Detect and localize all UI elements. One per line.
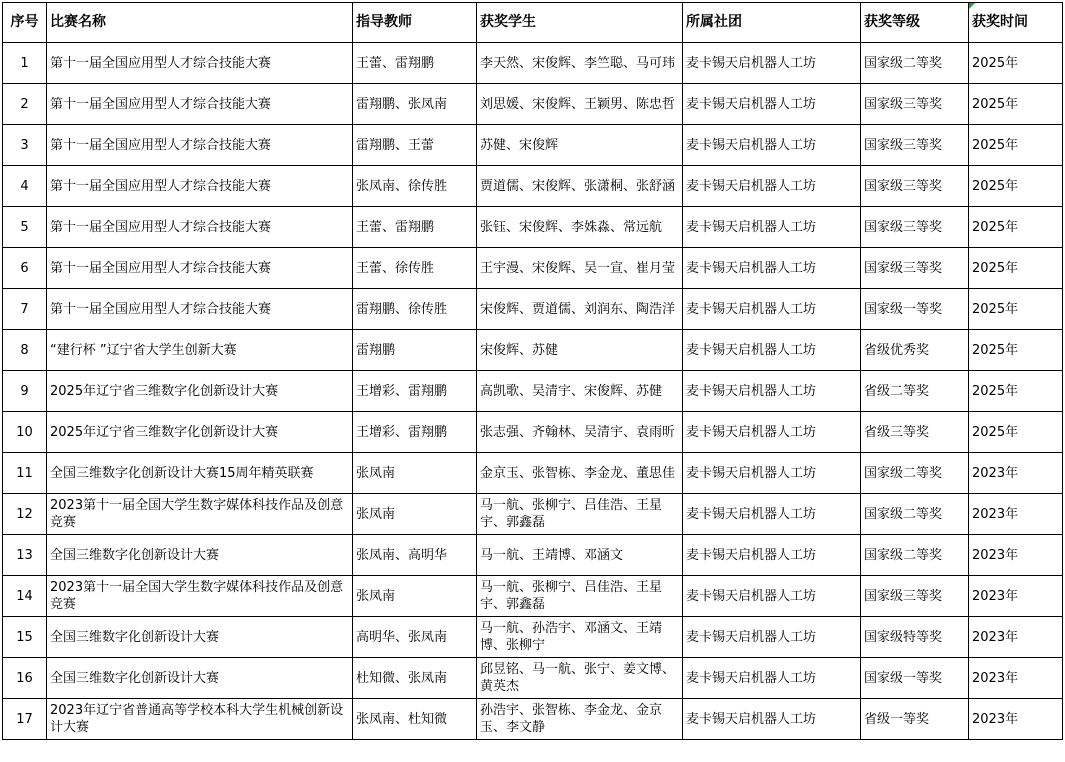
cell-club: 麦卡锡天启机器人工坊 <box>683 453 861 494</box>
cell-time: 2023年 <box>969 617 1063 658</box>
cell-teacher: 王增彩、雷翔鹏 <box>353 371 477 412</box>
cell-time: 2023年 <box>969 535 1063 576</box>
cell-index: 11 <box>3 453 47 494</box>
cell-level: 国家级三等奖 <box>861 207 969 248</box>
cell-index: 15 <box>3 617 47 658</box>
table-row <box>3 166 1063 207</box>
cell-club: 麦卡锡天启机器人工坊 <box>683 248 861 289</box>
cell-competition: 第十一届全国应用型人才综合技能大赛 <box>47 43 353 84</box>
table-row <box>3 84 1063 125</box>
cell-teacher: 王增彩、雷翔鹏 <box>353 412 477 453</box>
cell-index: 17 <box>3 699 47 740</box>
cell-students: 宋俊辉、苏健 <box>477 330 683 371</box>
cell-level: 省级二等奖 <box>861 371 969 412</box>
table-row <box>3 330 1063 371</box>
cell-competition: 2023第十一届全国大学生数字媒体科技作品及创意竞赛 <box>47 576 353 617</box>
cell-index: 2 <box>3 84 47 125</box>
cell-students: 马一航、张柳宁、吕佳浩、王星宇、郭鑫磊 <box>477 494 683 535</box>
cell-competition: 2025年辽宁省三维数字化创新设计大赛 <box>47 371 353 412</box>
cell-teacher: 张凤南 <box>353 494 477 535</box>
cell-time: 2023年 <box>969 658 1063 699</box>
cell-time: 2025年 <box>969 371 1063 412</box>
cell-time: 2023年 <box>969 699 1063 740</box>
cell-level: 国家级二等奖 <box>861 535 969 576</box>
cell-level: 国家级三等奖 <box>861 84 969 125</box>
cell-level: 国家级一等奖 <box>861 289 969 330</box>
cell-students: 苏健、宋俊辉 <box>477 125 683 166</box>
cell-index: 16 <box>3 658 47 699</box>
cell-club: 麦卡锡天启机器人工坊 <box>683 289 861 330</box>
cell-club: 麦卡锡天启机器人工坊 <box>683 412 861 453</box>
awards-table <box>2 2 1063 740</box>
table-row <box>3 535 1063 576</box>
cell-level: 国家级三等奖 <box>861 166 969 207</box>
cell-students: 刘思媛、宋俊辉、王颖男、陈忠哲 <box>477 84 683 125</box>
cell-competition: 第十一届全国应用型人才综合技能大赛 <box>47 289 353 330</box>
table-row <box>3 125 1063 166</box>
cell-level: 国家级三等奖 <box>861 248 969 289</box>
cell-level: 国家级三等奖 <box>861 576 969 617</box>
cell-competition: 第十一届全国应用型人才综合技能大赛 <box>47 166 353 207</box>
cell-club: 麦卡锡天启机器人工坊 <box>683 699 861 740</box>
cell-club: 麦卡锡天启机器人工坊 <box>683 207 861 248</box>
cell-time: 2025年 <box>969 412 1063 453</box>
cell-level: 省级一等奖 <box>861 699 969 740</box>
table-row <box>3 699 1063 740</box>
cell-time: 2025年 <box>969 289 1063 330</box>
cell-students: 宋俊辉、贾道儒、刘润东、陶浩洋 <box>477 289 683 330</box>
cell-students: 贾道儒、宋俊辉、张潇桐、张舒涵 <box>477 166 683 207</box>
cell-students: 高凯歌、吴清宇、宋俊辉、苏健 <box>477 371 683 412</box>
cell-level: 国家级二等奖 <box>861 43 969 84</box>
cell-competition: 2025年辽宁省三维数字化创新设计大赛 <box>47 412 353 453</box>
header-row <box>3 3 1063 43</box>
cell-teacher: 雷翔鹏 <box>353 330 477 371</box>
cell-competition: 第十一届全国应用型人才综合技能大赛 <box>47 248 353 289</box>
cell-competition: 第十一届全国应用型人才综合技能大赛 <box>47 84 353 125</box>
cell-level: 国家级一等奖 <box>861 658 969 699</box>
table-row <box>3 248 1063 289</box>
cell-teacher: 雷翔鹏、王蕾 <box>353 125 477 166</box>
table-row <box>3 494 1063 535</box>
cell-teacher: 王蕾、雷翔鹏 <box>353 43 477 84</box>
header-teacher: 指导教师 <box>353 3 477 43</box>
cell-index: 9 <box>3 371 47 412</box>
cell-index: 12 <box>3 494 47 535</box>
cell-teacher: 王蕾、徐传胜 <box>353 248 477 289</box>
cell-teacher: 张凤南 <box>353 453 477 494</box>
table-row <box>3 207 1063 248</box>
cell-competition: 全国三维数字化创新设计大赛 <box>47 658 353 699</box>
cell-competition: 2023第十一届全国大学生数字媒体科技作品及创意竞赛 <box>47 494 353 535</box>
table-row <box>3 371 1063 412</box>
cell-club: 麦卡锡天启机器人工坊 <box>683 494 861 535</box>
cell-level: 国家级二等奖 <box>861 494 969 535</box>
cell-students: 马一航、孙浩宇、邓涵文、王靖博、张柳宁 <box>477 617 683 658</box>
cell-level: 国家级二等奖 <box>861 453 969 494</box>
cell-time: 2023年 <box>969 453 1063 494</box>
header-students: 获奖学生 <box>477 3 683 43</box>
cell-time: 2023年 <box>969 576 1063 617</box>
cell-level: 省级优秀奖 <box>861 330 969 371</box>
header-level: 获奖等级 <box>861 3 969 43</box>
cell-time: 2025年 <box>969 84 1063 125</box>
cell-competition: 全国三维数字化创新设计大赛 <box>47 617 353 658</box>
cell-teacher: 雷翔鹏、徐传胜 <box>353 289 477 330</box>
header-time: 获奖时间 <box>969 3 1063 43</box>
cell-time: 2025年 <box>969 43 1063 84</box>
cell-index: 6 <box>3 248 47 289</box>
header-competition: 比赛名称 <box>47 3 353 43</box>
cell-index: 4 <box>3 166 47 207</box>
header-index: 序号 <box>3 3 47 43</box>
cell-teacher: 王蕾、雷翔鹏 <box>353 207 477 248</box>
cell-teacher: 高明华、张凤南 <box>353 617 477 658</box>
cell-competition: 第十一届全国应用型人才综合技能大赛 <box>47 207 353 248</box>
cell-index: 7 <box>3 289 47 330</box>
cell-competition: 2023年辽宁省普通高等学校本科大学生机械创新设计大赛 <box>47 699 353 740</box>
cell-club: 麦卡锡天启机器人工坊 <box>683 84 861 125</box>
cell-competition: 全国三维数字化创新设计大赛15周年精英联赛 <box>47 453 353 494</box>
cell-competition: 第十一届全国应用型人才综合技能大赛 <box>47 125 353 166</box>
cell-club: 麦卡锡天启机器人工坊 <box>683 617 861 658</box>
cell-club: 麦卡锡天启机器人工坊 <box>683 166 861 207</box>
cell-teacher: 张凤南、徐传胜 <box>353 166 477 207</box>
cell-level: 省级三等奖 <box>861 412 969 453</box>
cell-index: 10 <box>3 412 47 453</box>
cell-time: 2023年 <box>969 494 1063 535</box>
cell-club: 麦卡锡天启机器人工坊 <box>683 125 861 166</box>
cell-teacher: 雷翔鹏、张凤南 <box>353 84 477 125</box>
cell-index: 3 <box>3 125 47 166</box>
table-row <box>3 453 1063 494</box>
header-club: 所属社团 <box>683 3 861 43</box>
cell-teacher: 张凤南 <box>353 576 477 617</box>
cell-teacher: 张凤南、高明华 <box>353 535 477 576</box>
cell-level: 国家级三等奖 <box>861 125 969 166</box>
cell-index: 13 <box>3 535 47 576</box>
cell-club: 麦卡锡天启机器人工坊 <box>683 576 861 617</box>
table-row <box>3 43 1063 84</box>
cell-teacher: 杜知微、张凤南 <box>353 658 477 699</box>
cell-time: 2025年 <box>969 330 1063 371</box>
table-row <box>3 412 1063 453</box>
cell-students: 张志强、齐翰林、吴清宇、袁雨昕 <box>477 412 683 453</box>
cell-club: 麦卡锡天启机器人工坊 <box>683 371 861 412</box>
table-row <box>3 289 1063 330</box>
cell-index: 1 <box>3 43 47 84</box>
cell-time: 2025年 <box>969 125 1063 166</box>
table-row <box>3 617 1063 658</box>
cell-time: 2025年 <box>969 166 1063 207</box>
cell-club: 麦卡锡天启机器人工坊 <box>683 535 861 576</box>
cell-competition: 全国三维数字化创新设计大赛 <box>47 535 353 576</box>
cell-students: 王宇漫、宋俊辉、吴一宣、崔月莹 <box>477 248 683 289</box>
cell-index: 8 <box>3 330 47 371</box>
cell-students: 孙浩宇、张智栋、李金龙、金京玉、李文静 <box>477 699 683 740</box>
cell-students: 李天然、宋俊辉、李竺聪、马可玮 <box>477 43 683 84</box>
cell-level: 国家级特等奖 <box>861 617 969 658</box>
cell-club: 麦卡锡天启机器人工坊 <box>683 658 861 699</box>
cell-time: 2025年 <box>969 248 1063 289</box>
cell-index: 14 <box>3 576 47 617</box>
cell-students: 邱昱铭、马一航、张宁、姜文博、黄英杰 <box>477 658 683 699</box>
table-row <box>3 658 1063 699</box>
cell-teacher: 张凤南、杜知微 <box>353 699 477 740</box>
cell-club: 麦卡锡天启机器人工坊 <box>683 330 861 371</box>
cell-club: 麦卡锡天启机器人工坊 <box>683 43 861 84</box>
cell-students: 马一航、王靖博、邓涵文 <box>477 535 683 576</box>
cell-students: 马一航、张柳宁、吕佳浩、王星宇、郭鑫磊 <box>477 576 683 617</box>
cell-competition: “建行杯 ”辽宁省大学生创新大赛 <box>47 330 353 371</box>
cell-students: 金京玉、张智栋、李金龙、董思佳 <box>477 453 683 494</box>
cell-students: 张钰、宋俊辉、李姝淼、常远航 <box>477 207 683 248</box>
cell-index: 5 <box>3 207 47 248</box>
table-row <box>3 576 1063 617</box>
cell-time: 2025年 <box>969 207 1063 248</box>
